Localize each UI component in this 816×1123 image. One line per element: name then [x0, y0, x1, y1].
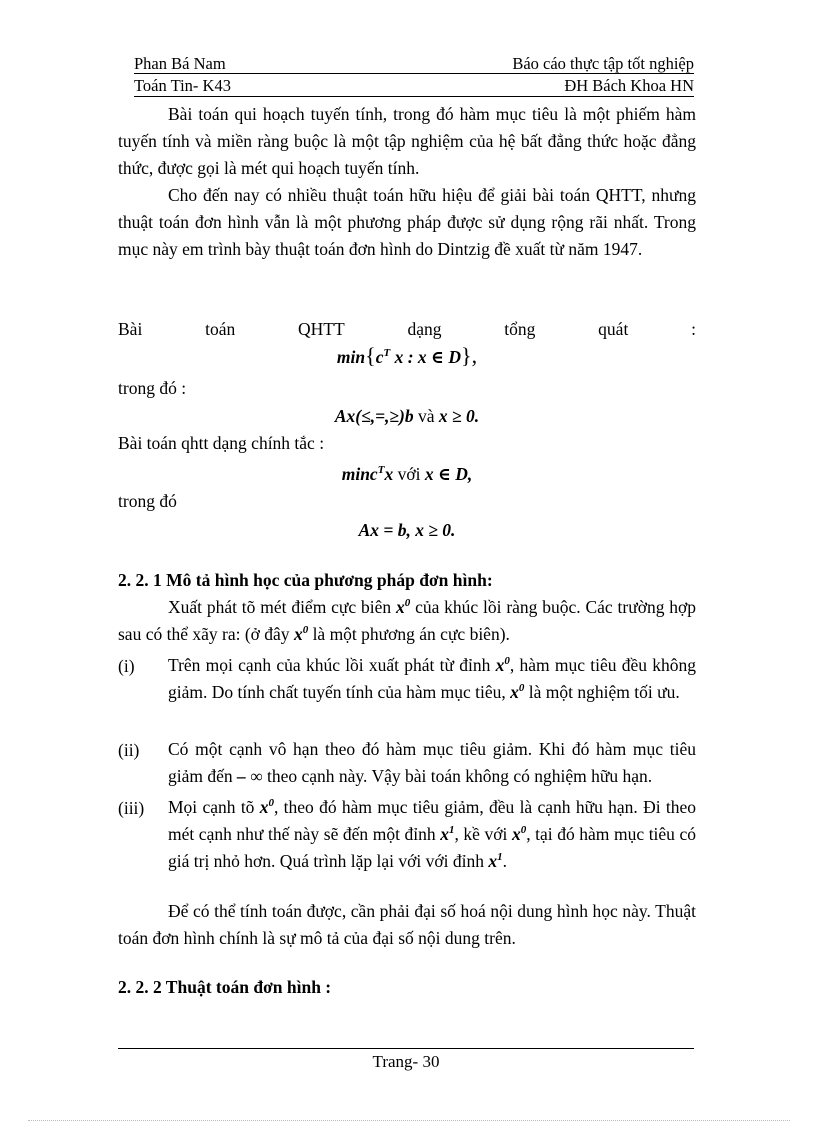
case-text: [168, 794, 696, 875]
where-label-2: trong đó: [118, 491, 177, 511]
paragraph-conclusion: Để có thể tính toán được, cần phải đại số hoá nội dung hình học này. Thuật toán đơn hình chính là sự mô tả của đại số nội dung trên.: [118, 901, 696, 948]
math-x: x: [495, 655, 505, 675]
formula-domain: x ∈ D,: [424, 464, 473, 484]
paragraph-definition: Bài toán qui hoạch tuyến tính, trong đó hàm mục tiêu là một phiếm hàm tuyến tính và miền ràng buộc là một tập nghiệm của hệ bất đẳng thức hoặc đẳng thức, được gọi là mét qui hoạch tuyến tính.: [118, 104, 696, 178]
math-sup-1: 1: [448, 824, 455, 836]
case-text-a: Có một cạnh vô hạn theo đó hàm mục tiêu giảm. Khi đó hàm mục tiêu giảm đến: [168, 739, 696, 786]
math-sup-0: 0: [268, 797, 274, 809]
header-rule-1: [134, 73, 694, 74]
formula-and: và: [418, 406, 435, 426]
math-sup-0: 0: [520, 824, 527, 836]
general-word: quát: [598, 319, 629, 339]
formula-constraint-left: Ax(≤,=,≥)b: [334, 406, 414, 426]
case-label: (ii): [118, 740, 140, 760]
canonical-form-label: Bài toán qhtt dạng chính tắc :: [118, 433, 325, 453]
formula-minc: minc: [341, 464, 378, 484]
formula-brace-open: {: [365, 343, 376, 368]
formula-with: với: [397, 464, 421, 484]
case-text-b: theo cạnh này. Vậy bài toán không có nghiệm hữu hạn.: [267, 766, 653, 786]
header-school: ĐH Bách Khoa HN: [564, 76, 694, 95]
formula-general-form: [118, 344, 696, 369]
formula-set: x : x ∈ D: [394, 347, 462, 367]
math-sup-0: 0: [504, 655, 510, 667]
header-class: Toán Tin- K43: [134, 76, 231, 95]
case-text-b: , theo đó hàm mục tiêu giảm, đều là cạnh hữu hạn. Đi theo mét cạnh như thế này sẽ đến một đỉnh: [168, 797, 697, 844]
section-heading-2-2-1: 2. 2. 1 Mô tả hình học của phương pháp đơn hình:: [118, 570, 493, 590]
where-label-1: trong đó :: [118, 378, 187, 398]
general-word: tổng: [504, 319, 536, 339]
math-sup-0: 0: [302, 624, 309, 636]
formula-brace-close: },: [461, 343, 478, 368]
case-text-d: , tại đó hàm mục tiêu có giá trị nhỏ hơn. Quá trình lặp lại với với đỉnh: [168, 824, 697, 871]
minus-infinity: – ∞: [237, 766, 263, 786]
case-text-b: , hàm mục tiêu đều không giảm. Do tính chất tuyến tính của hàm mục tiêu,: [168, 655, 696, 702]
case-label: (i): [118, 656, 135, 676]
formula-transpose: T: [383, 347, 391, 359]
formula-canonical: [118, 462, 696, 486]
math-x: x: [440, 824, 449, 844]
general-word: QHTT: [298, 319, 345, 339]
section-heading-2-2-2: 2. 2. 2 Thuật toán đơn hình :: [118, 977, 332, 997]
case-text-a: Mọi cạnh tõ: [168, 797, 255, 817]
general-word: Bài: [118, 319, 143, 339]
case-text-c: , kề với: [454, 824, 508, 844]
math-x: x: [511, 824, 521, 844]
formula-canonical-constraints: Ax = b, x ≥ 0.: [358, 520, 456, 540]
general-word: toán: [205, 319, 236, 339]
formula-transpose: T: [377, 464, 385, 476]
page-number: Trang- 30: [372, 1052, 440, 1071]
math-sup-1: 1: [497, 851, 503, 863]
page-edge-dotted: [28, 1120, 790, 1121]
formula-c: c: [375, 347, 384, 367]
math-x: x: [510, 682, 519, 702]
case-text: [168, 736, 696, 790]
intro-text-b: của khúc lồi ràng buộc. Các trường hợp sau có thể xãy ra: (ở đây: [118, 597, 697, 644]
general-word: :: [691, 319, 696, 339]
case-text-a: Trên mọi cạnh của khúc lồi xuất phát từ đỉnh: [168, 655, 491, 675]
formula-nonneg: x ≥ 0.: [438, 406, 480, 426]
case-label: (iii): [118, 798, 145, 818]
math-x: x: [395, 597, 405, 617]
math-x: x: [259, 797, 269, 817]
general-word: dạng: [407, 319, 442, 339]
section-intro: [118, 594, 696, 648]
header-report-title: Báo cáo thực tập tốt nghiệp: [512, 54, 694, 73]
header-rule-2: [134, 96, 694, 97]
paragraph-history: Cho đến nay có nhiều thuật toán hữu hiệu để giải bài toán QHTT, nhưng thuật toán đơn hình vẫn là một phương pháp được sử dụng rộng rãi nhất. Trong mục này em trình bày thuật toán đơn hình do Dintzig đề xuất từ năm 1947.: [118, 185, 696, 259]
math-x: x: [293, 624, 303, 644]
case-text: [168, 652, 696, 706]
case-text-e: .: [502, 851, 507, 871]
math-x: x: [488, 851, 498, 871]
footer-rule: [118, 1048, 694, 1049]
intro-text-c: là một phương án cực biên).: [312, 624, 510, 644]
header-author: Phan Bá Nam: [134, 54, 226, 73]
formula-min: min: [336, 347, 366, 367]
general-form-line: [118, 316, 696, 343]
math-sup-0: 0: [404, 597, 411, 609]
formula-x: x: [384, 464, 394, 484]
intro-text-a: Xuất phát tõ mét điểm cực biên: [168, 597, 392, 617]
case-text-c: là một nghiệm tối ưu.: [528, 682, 680, 702]
math-sup-0: 0: [518, 682, 525, 694]
formula-constraints: [118, 404, 696, 428]
